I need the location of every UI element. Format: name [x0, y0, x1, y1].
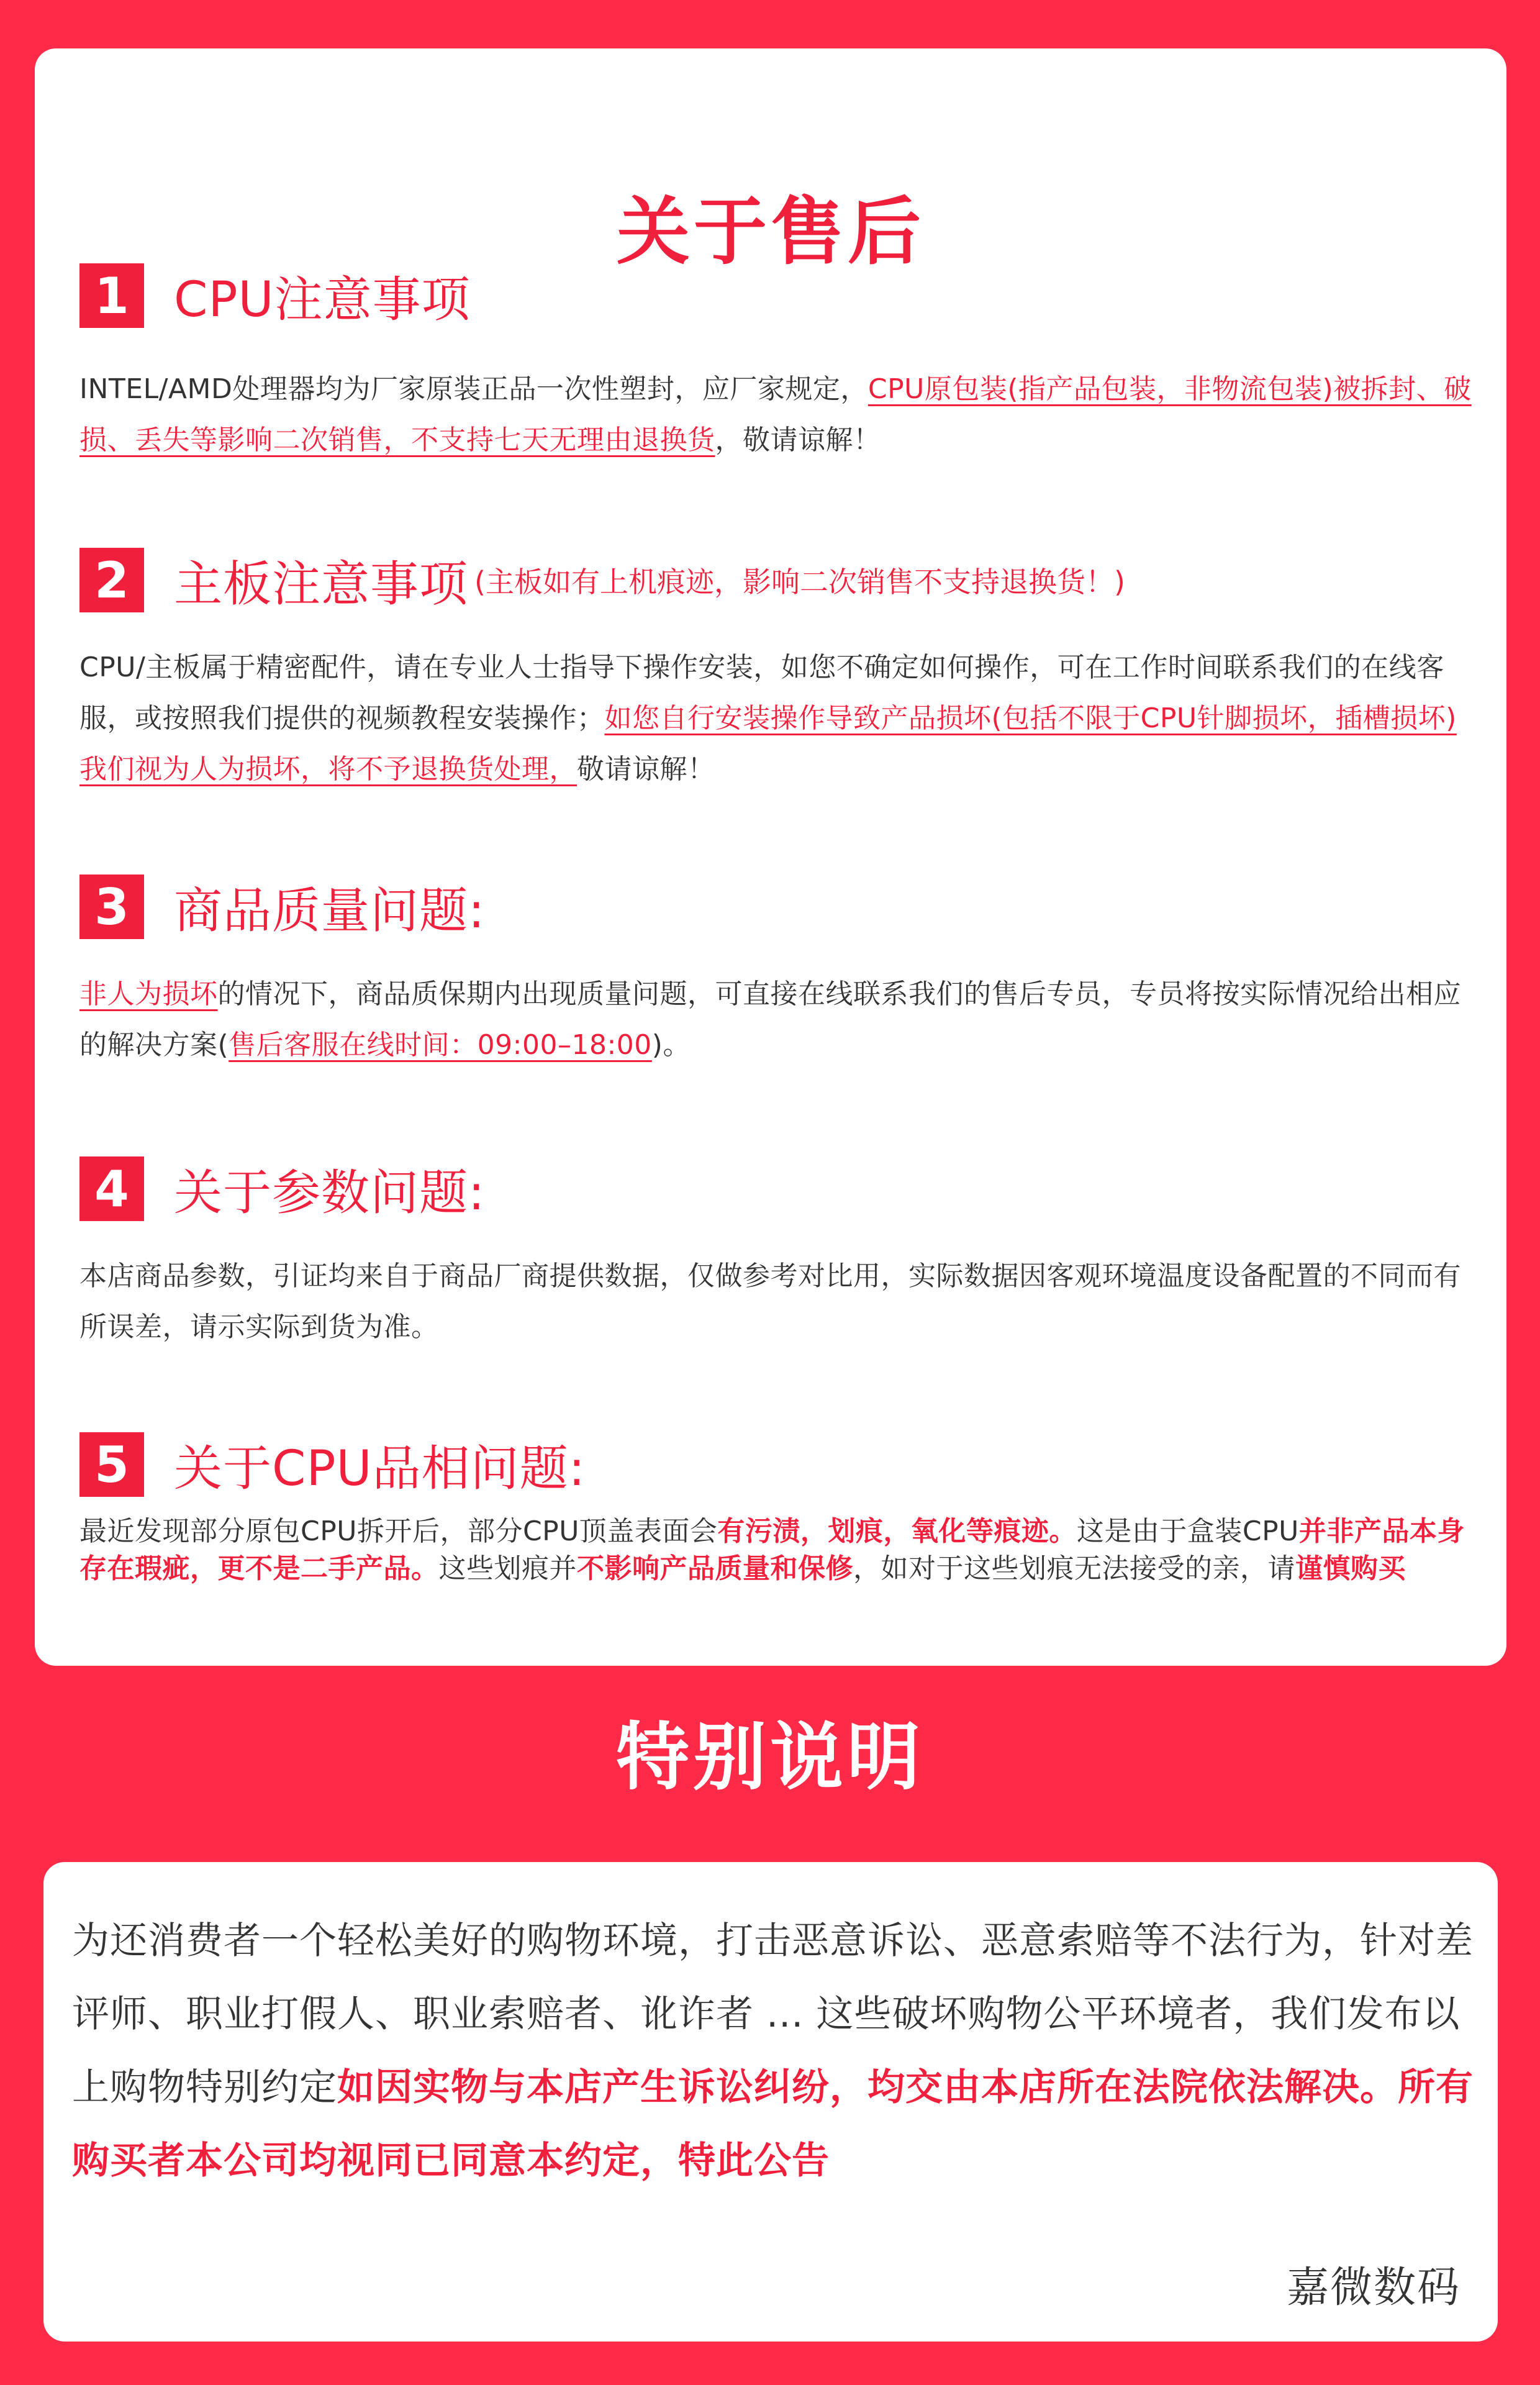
section-cpu-notice — [79, 261, 1482, 466]
section-title: 关于CPU品相问题: — [174, 1441, 586, 1497]
section-cpu-appearance — [79, 1430, 1482, 1588]
body-emphasis: 谨慎购买 — [1295, 1553, 1406, 1584]
special-notice-text — [72, 1904, 1479, 2197]
body-highlight: 如您自行安装操作导致产品损坏(包括不限于CPU针脚损坏，插槽损坏)我们视为人为损坏，将不予退换货处理， — [79, 702, 1457, 785]
body-text: ，如对于这些划痕无法接受的亲，请 — [853, 1553, 1295, 1584]
section-number: 4 — [79, 1156, 144, 1221]
body-text: ，敬请谅解！ — [715, 424, 881, 456]
body-text: 敬请谅解！ — [577, 753, 715, 785]
section-motherboard-notice — [79, 545, 1482, 795]
section-title: CPU注意事项 — [174, 272, 471, 328]
body-emphasis: 并非产品本身存在瑕疵，更不是二手产品。 — [79, 1515, 1465, 1584]
after-sales-card — [35, 48, 1506, 1666]
notice-highlight: 如因实物与本店产生诉讼纠纷，均交由本店所在法院依法解决。所有购买者本公司均视同已同意本约定，特此公告 — [72, 2066, 1474, 2183]
body-text: 这些划痕并 — [438, 1553, 577, 1584]
section-title: 主板注意事项 — [174, 556, 469, 612]
section-header — [79, 1430, 1482, 1499]
after-sales-title: 关于售后 — [616, 189, 925, 275]
store-signature: 嘉微数码 — [1286, 2263, 1461, 2312]
body-highlight: CPU原包装(指产品包装，非物流包装)被拆封、破损、丢失等影响二次销售，不支持七天无理由退换货 — [79, 373, 1472, 456]
body-text: 最近发现部分原包CPU拆开后，部分CPU顶盖表面会 — [79, 1515, 718, 1547]
section-number: 5 — [79, 1432, 144, 1497]
body-emphasis: 不影响产品质量和保修 — [577, 1553, 853, 1584]
section-number: 1 — [79, 263, 144, 328]
section-body — [79, 642, 1482, 795]
section-parameters — [79, 1154, 1482, 1353]
section-quality — [79, 872, 1482, 1071]
section-header — [79, 261, 1482, 330]
section-body — [79, 364, 1482, 466]
body-text: INTEL/AMD处理器均为厂家原装正品一次性塑封，应厂家规定， — [79, 373, 868, 405]
service-hours: 售后客服在线时间：09:00–18:00 — [229, 1029, 652, 1061]
section-title: 关于参数问题: — [174, 1165, 486, 1221]
special-notice-card — [43, 1862, 1498, 2342]
body-emphasis: 有污渍，划痕，氧化等痕迹。 — [717, 1515, 1077, 1547]
section-body — [79, 1513, 1482, 1588]
section-body — [79, 969, 1482, 1071]
body-text: 本店商品参数，引证均来自于商品厂商提供数据，仅做参考对比用，实际数据因客观环境温度设备配置的不同而有所误差，请示实际到货为准。 — [79, 1260, 1461, 1343]
body-text: 的情况下，商品质保期内出现质量问题，可直接在线联系我们的售后专员，专员将按实际情况给出相应的解决方案( — [79, 978, 1461, 1061]
section-number: 2 — [79, 548, 144, 612]
special-notice-title: 特别说明 — [615, 1714, 924, 1800]
section-body — [79, 1251, 1482, 1353]
section-title: 商品质量问题: — [174, 883, 486, 939]
section-header — [79, 1154, 1482, 1224]
body-text: 这是由于盒装CPU — [1076, 1515, 1299, 1547]
body-text: )。 — [651, 1029, 691, 1061]
section-header — [79, 872, 1482, 942]
body-highlight: 非人为损坏 — [79, 978, 218, 1010]
section-number: 3 — [79, 874, 144, 939]
section-note: (主板如有上机痕迹，影响二次销售不支持退换货！) — [474, 565, 1125, 599]
section-header — [79, 545, 1482, 615]
notice-plain-text: 为还消费者一个轻松美好的购物环境，打击恶意诉讼、恶意索赔等不法行为，针对差评师、职业打假人、职业索赔者、讹诈者 ... 这些破坏购物公平环境者，我们发布以上购物特别约定 — [72, 1919, 1474, 2109]
body-text: CPU/主板属于精密配件，请在专业人士指导下操作安装，如您不确定如何操作，可在工作时间联系我们的在线客服，或按照我们提供的视频教程安装操作； — [79, 652, 1444, 734]
